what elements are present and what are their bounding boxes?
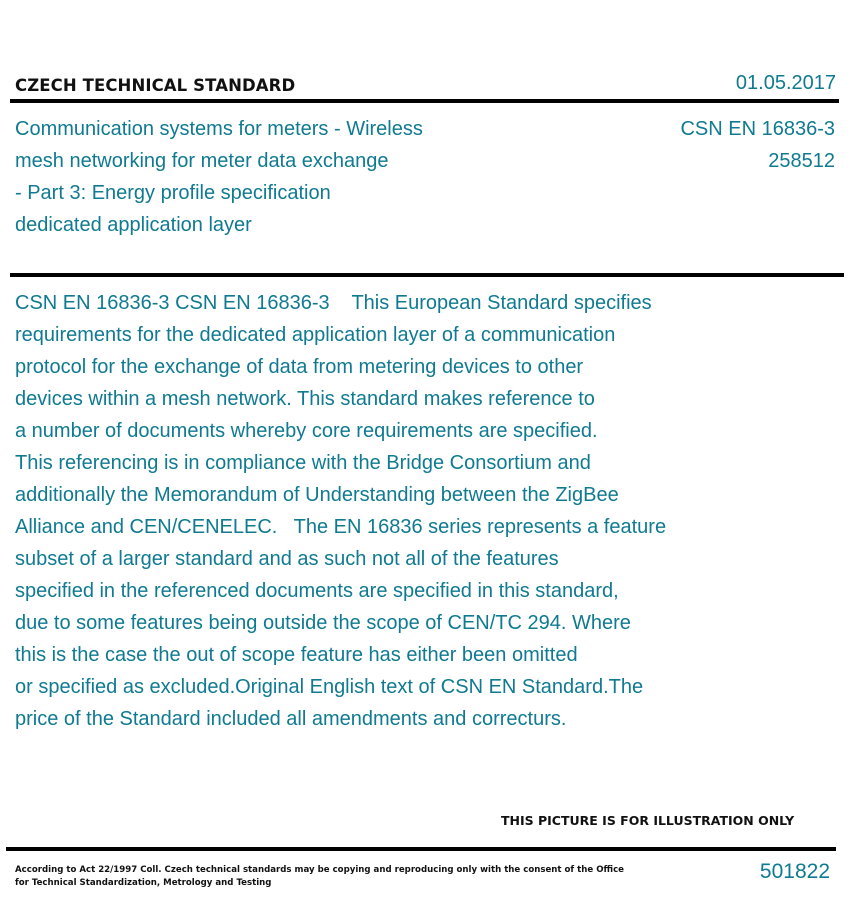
header-divider xyxy=(10,99,839,103)
illustration-note: THIS PICTURE IS FOR ILLUSTRATION ONLY xyxy=(501,813,795,828)
footer-legal-note xyxy=(15,864,625,890)
header-label: CZECH TECHNICAL STANDARD xyxy=(15,76,296,95)
description xyxy=(15,287,775,735)
standard-title-line: mesh networking for meter data exchange xyxy=(15,150,389,172)
description-line: or specified as excluded.Original English text of CSN EN Standard.The xyxy=(15,676,644,698)
description-line: Alliance and CEN/CENELEC. The EN 16836 series represents a feature xyxy=(15,516,667,538)
footer-legal-line: for Technical Standardization, Metrology and Testing xyxy=(15,878,272,888)
footer-legal-line: According to Act 22/1997 Coll. Czech technical standards may be copying and reproducing only with the consent of the Office xyxy=(15,865,625,875)
description-line: This referencing is in compliance with the Bridge Consortium and xyxy=(15,452,591,474)
description-line: additionally the Memorandum of Understanding between the ZigBee xyxy=(15,484,619,506)
standard-code: CSN EN 16836-3 xyxy=(680,118,835,140)
description-line: due to some features being outside the scope of CEN/TC 294. Where xyxy=(15,612,631,634)
description-line: specified in the referenced documents are specified in this standard, xyxy=(15,580,619,602)
section-divider xyxy=(10,273,844,277)
standard-codes xyxy=(680,113,835,177)
description-line: subset of a larger standard and as such not all of the features xyxy=(15,548,559,570)
header-date: 01.05.2017 xyxy=(735,72,836,94)
description-line: CSN EN 16836-3 CSN EN 16836-3 This European Standard specifies xyxy=(15,292,652,314)
description-line: devices within a mesh network. This standard makes reference to xyxy=(15,388,595,410)
description-line: protocol for the exchange of data from metering devices to other xyxy=(15,356,584,378)
document-number: 501822 xyxy=(759,860,830,883)
description-line: this is the case the out of scope feature has either been omitted xyxy=(15,644,578,666)
description-line: requirements for the dedicated application layer of a communication xyxy=(15,324,616,346)
description-line: a number of documents whereby core requirements are specified. xyxy=(15,420,598,442)
standard-title-line: Communication systems for meters - Wireless xyxy=(15,118,423,140)
standard-title-line: dedicated application layer xyxy=(15,214,252,236)
standard-title xyxy=(15,113,495,241)
description-line: price of the Standard included all amendments and correcturs. xyxy=(15,708,567,730)
footer-divider xyxy=(6,847,836,851)
catalog-number: 258512 xyxy=(768,150,835,172)
standard-title-line: - Part 3: Energy profile specification xyxy=(15,182,331,204)
